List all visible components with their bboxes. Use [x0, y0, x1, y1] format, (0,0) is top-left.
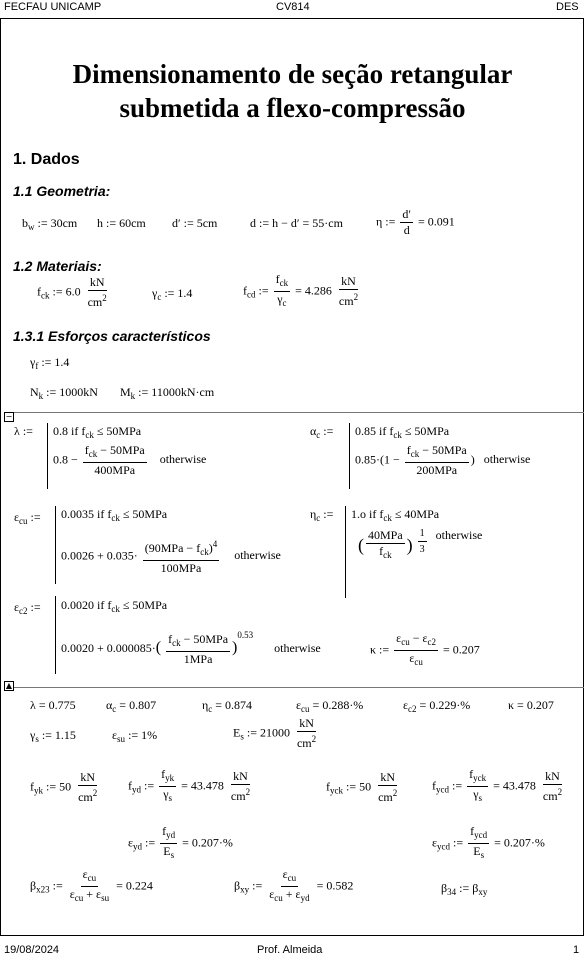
eq-fyck: $f_{yck}$ := 50 $\frac{kN}{cm^2}$ [326, 770, 398, 804]
minus-box-icon[interactable]: − [5, 412, 13, 421]
header-right: DES [556, 1, 579, 13]
section-esforcos: 1.3.1 Esforços característicos [13, 328, 211, 344]
def-ecu-lhs: $\varepsilon_{cu}$ := [14, 510, 41, 526]
section-dados: 1. Dados [13, 151, 80, 168]
def-alpha-case1: 0.85 if $f_{ck} \le 50MPa$ [355, 424, 450, 440]
eq-h: h := 60cm [97, 216, 146, 230]
def-ecu-case1: 0.0035 if $f_{ck} \le 50MPa$ [61, 507, 168, 523]
eq-fyk: $f_{yk}$ := 50 $\frac{kN}{cm^2}$ [30, 770, 98, 804]
eq-fcd: $f_{cd}$ := $\frac{f_{ck}}{\gamma_c}$ = 4.286 $\frac{kN}{cm^2}$ [243, 272, 359, 308]
up-arrow-box-icon[interactable]: ▲ [5, 681, 13, 690]
def-lambda-case1: 0.8 if $f_{ck} \le 50MPa$ [53, 424, 142, 440]
footer-author: Prof. Almeida [257, 944, 323, 956]
eq-es: $E_s$ := 21000 $\frac{kN}{cm^2}$ [233, 716, 317, 750]
def-etac-lhs: $\eta_c$ := [310, 507, 334, 523]
region-bottom-line [14, 687, 584, 688]
eq-d-prime: d′ := 5cm [172, 216, 218, 230]
eq-gamma-s: $\gamma_s$ := 1.15 [30, 728, 76, 744]
header-left: FECFAU UNICAMP [4, 1, 102, 13]
alpha-brace [349, 423, 350, 489]
etac-brace [345, 506, 346, 598]
def-ec2-case2: 0.0020 + 0.000085·( $\frac{f_{ck} - 50MPa}{\text{1MPa}}$ )$^{0.53}$ otherwise [61, 630, 321, 666]
region-top-line [14, 412, 584, 413]
ec2-brace [55, 596, 56, 674]
eq-esu: $\varepsilon_{su}$ := 1% [112, 728, 158, 744]
def-ecu-case2: 0.0026 + 0.035· $\frac{(90MPa - f_{ck})^4}{\text{100MPa}}$ otherwise [61, 539, 281, 575]
eq-beta-x23: $\beta_{x23}$ := $\frac{\varepsilon_{cu}}{\varepsilon_{cu} + \varepsilon_{su}}$ = 0.224 [30, 867, 153, 903]
res-kappa: κ = 0.207 [508, 698, 554, 712]
def-kappa: κ := $\frac{\varepsilon_{cu} - \varepsilon_{c2}}{\varepsilon_{cu}}$ = 0.207 [370, 631, 480, 667]
section-materiais: 1.2 Materiais: [13, 258, 102, 274]
def-lambda-case2: 0.8 − $\frac{f_{ck} - 50MPa}{\text{400MPa}}$ otherwise [53, 443, 207, 477]
section-geometria: 1.1 Geometria: [13, 183, 111, 199]
footer-date: 19/08/2024 [4, 944, 60, 956]
eq-mk: $M_k$ := 11000kN·cm [120, 385, 215, 401]
page-subtitle: submetida a flexo-compressão [119, 93, 466, 123]
footer-page: 1 [573, 944, 580, 956]
eq-fycd: $f_{ycd}$ := $\frac{f_{yck}}{\gamma_s}$ = 43.478 $\frac{kN}{cm^2}$ [432, 767, 563, 803]
lambda-brace [47, 423, 48, 489]
def-lambda-lhs: λ := [14, 424, 33, 438]
def-etac-case1: 1.o if $f_{ck} \le 40MPa$ [351, 507, 440, 523]
eq-gamma-c: $\gamma_c$ := 1.4 [152, 286, 193, 302]
eq-beta-34: $\beta_{34}$ := $\beta_{xy}$ [441, 881, 488, 897]
eq-gamma-f: $\gamma_f$ := 1.4 [30, 355, 70, 371]
res-alpha: $\alpha_c = 0.807$ [106, 698, 157, 714]
def-alpha-lhs: $\alpha_c$ := [310, 424, 334, 440]
res-etac: $\eta_c = 0.874$ [202, 698, 253, 714]
res-ecu: $\varepsilon_{cu} = 0.288\cdot\%$ [296, 698, 364, 714]
ecu-brace [55, 506, 56, 584]
res-lambda: λ = 0.775 [30, 698, 76, 712]
eq-fck: $f_{ck}$ := 6.0 $\frac{kN}{cm^2}$ [37, 275, 107, 309]
header-center: CV814 [276, 1, 310, 13]
def-ec2-case1: 0.0020 if $f_{ck} \le 50MPa$ [61, 598, 168, 614]
eq-eycd: $\varepsilon_{ycd}$ := $\frac{f_{ycd}}{E_s}$ = 0.207·% [432, 824, 545, 860]
eq-d: d := h − d′ = 55·cm [250, 216, 343, 230]
eq-nk: $N_k$ := 1000kN [30, 385, 98, 401]
def-etac-case2: ( $\frac{\text{40MPa}}{f_{ck}}$ ) $\frac{1}{3}$ otherwise [358, 528, 483, 560]
eq-eyd: $\varepsilon_{yd}$ := $\frac{f_{yd}}{E_s}$ = 0.207·% [128, 824, 233, 860]
def-alpha-case2: 0.85·(1 − $\frac{f_{ck} - 50MPa}{\text{200MPa}}$ ) otherwise [355, 443, 531, 477]
eq-eta: η := $\frac{d'}{d}$ = 0.091 [376, 207, 455, 237]
page-title: Dimensionamento de seção retangular [72, 59, 513, 89]
res-ec2: $\varepsilon_{c2} = 0.229\cdot\%$ [403, 698, 471, 714]
eq-fyd: $f_{yd}$ := $\frac{f_{yk}}{\gamma_s}$ = 43.478 $\frac{kN}{cm^2}$ [128, 767, 251, 803]
eq-beta-xy: $\beta_{xy}$ := $\frac{\varepsilon_{cu}}{\varepsilon_{cu} + \varepsilon_{yd}}$ = 0.582 [234, 867, 354, 903]
def-ec2-lhs: $\varepsilon_{c2}$ := [14, 600, 41, 616]
eq-bw: $b_w$ := 30cm [22, 216, 78, 232]
